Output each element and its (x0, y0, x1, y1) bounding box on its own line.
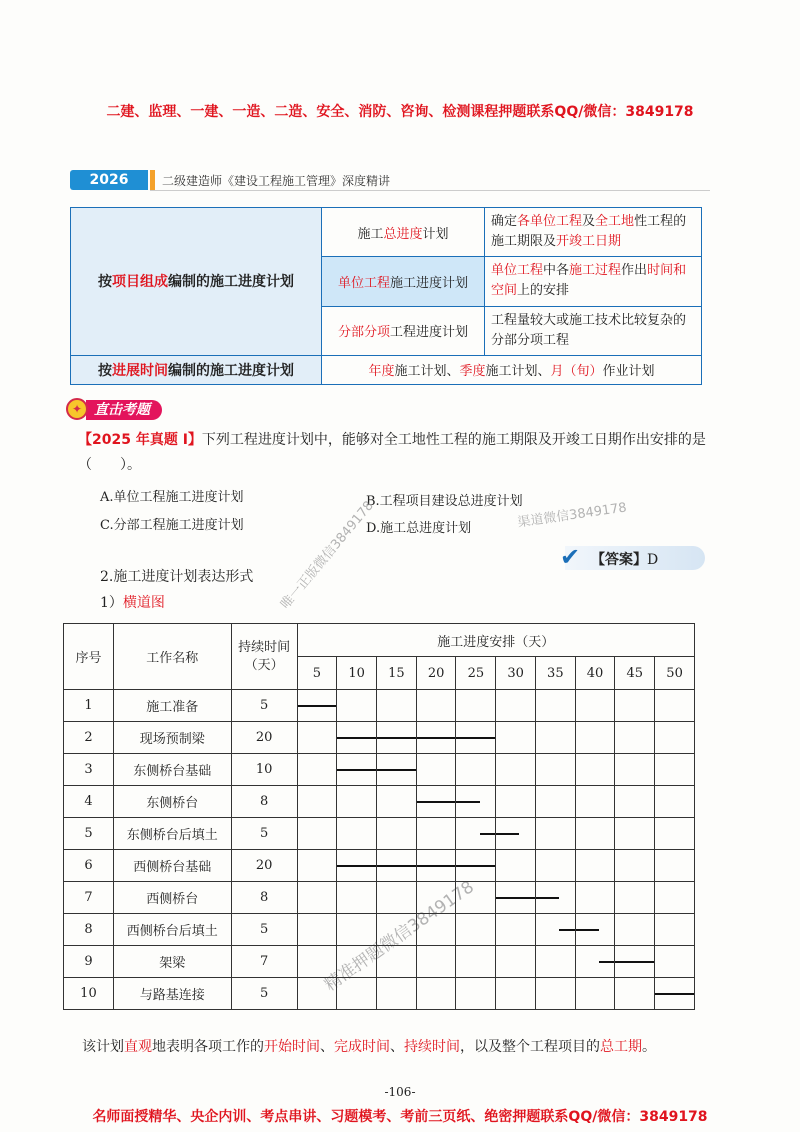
gantt-task-row (64, 946, 695, 978)
plan-name: 单位工程施工进度计划 (322, 257, 485, 306)
schedule-cell (337, 722, 377, 754)
schedule-cell (297, 946, 337, 978)
schedule-cell (655, 690, 695, 722)
task-header: 工作名称 (113, 624, 231, 690)
task-seq: 3 (64, 754, 114, 786)
schedule-cell (535, 850, 575, 882)
schedule-cell (377, 690, 417, 722)
plan-description: 确定各单位工程及全工地性工程的施工期限及开竣工日期 (485, 208, 702, 257)
schedule-cell (496, 690, 536, 722)
top-promo-banner: 二建、监理、一建、一造、二造、安全、消防、咨询、检测课程押题联系QQ/微信：3849178 (106, 104, 694, 120)
schedule-cell (377, 786, 417, 818)
task-name: 架梁 (113, 946, 231, 978)
time-plan-list: 年度施工计划、季度施工计划、月（旬）作业计划 (322, 355, 702, 384)
schedule-cell (575, 690, 615, 722)
task-seq: 2 (64, 722, 114, 754)
schedule-cell (575, 850, 615, 882)
time-tick-label: 5 (297, 657, 337, 690)
task-duration: 20 (231, 850, 297, 882)
gantt-bar (536, 897, 559, 899)
year-tab: 2026 (70, 170, 148, 190)
conclusion-paragraph: 该计划直观地表明各项工作的开始时间、完成时间、持续时间，以及整个工程项目的总工期。 (82, 1039, 656, 1055)
page-number: -106- (384, 1085, 416, 1099)
task-seq: 4 (64, 786, 114, 818)
schedule-cell (377, 978, 417, 1010)
schedule-cell (456, 914, 496, 946)
gantt-bar (337, 769, 376, 771)
time-tick-label: 35 (535, 657, 575, 690)
task-seq: 1 (64, 690, 114, 722)
schedule-cell (456, 978, 496, 1010)
watermark: 精准押题微信3849178 (320, 877, 478, 996)
schedule-cell (615, 914, 655, 946)
task-duration: 5 (231, 690, 297, 722)
schedule-cell (535, 786, 575, 818)
schedule-cell (377, 818, 417, 850)
gantt-task-row (64, 850, 695, 882)
task-duration: 8 (231, 882, 297, 914)
schedule-cell (456, 818, 496, 850)
gantt-chart-table (63, 623, 695, 1010)
schedule-cell (377, 722, 417, 754)
schedule-cell (297, 914, 337, 946)
schedule-cell (615, 882, 655, 914)
gantt-header-row (64, 624, 695, 657)
task-duration: 7 (231, 946, 297, 978)
gantt-task-row (64, 882, 695, 914)
time-tick-label: 25 (456, 657, 496, 690)
exam-question (78, 428, 718, 477)
schedule-cell (377, 754, 417, 786)
schedule-cell (456, 946, 496, 978)
schedule-cell (615, 850, 655, 882)
time-tick-label: 50 (655, 657, 695, 690)
schedule-cell (377, 850, 417, 882)
schedule-cell (615, 786, 655, 818)
task-seq: 10 (64, 978, 114, 1010)
schedule-cell (496, 786, 536, 818)
schedule-cell (337, 914, 377, 946)
plan-name: 分部分项工程进度计划 (322, 306, 485, 355)
schedule-cell (337, 850, 377, 882)
gantt-bar (496, 897, 535, 899)
schedule-cell (297, 786, 337, 818)
schedule-cell (535, 722, 575, 754)
schedule-cell (575, 914, 615, 946)
time-tick-label: 20 (416, 657, 456, 690)
gantt-bar (377, 737, 416, 739)
gantt-bar (496, 833, 519, 835)
schedule-cell (655, 786, 695, 818)
schedule-cell (655, 914, 695, 946)
gantt-bar (417, 737, 456, 739)
category-by-composition: 按项目组成编制的施工进度计划 (71, 208, 322, 356)
schedule-cell (615, 978, 655, 1010)
schedule-cell (456, 690, 496, 722)
schedule-cell (615, 690, 655, 722)
section-title: 2.施工进度计划表达形式 (100, 569, 254, 585)
gantt-bar (456, 801, 479, 803)
schedule-cell (496, 722, 536, 754)
gantt-bar (599, 961, 614, 963)
schedule-cell (456, 850, 496, 882)
task-duration: 5 (231, 978, 297, 1010)
gantt-task-row (64, 818, 695, 850)
task-duration: 10 (231, 754, 297, 786)
schedule-cell (377, 946, 417, 978)
schedule-cell (496, 754, 536, 786)
schedule-cell (416, 690, 456, 722)
schedule-cell (337, 818, 377, 850)
task-duration: 8 (231, 786, 297, 818)
page-header (70, 170, 710, 192)
plan-name: 施工总进度计划 (322, 208, 485, 257)
schedule-cell (416, 946, 456, 978)
check-icon: ✔ (560, 543, 581, 571)
schedule-cell (416, 914, 456, 946)
header-divider (150, 190, 710, 191)
header-accent-bar (150, 170, 155, 190)
schedule-cell (416, 882, 456, 914)
schedule-cell (337, 946, 377, 978)
schedule-cell (655, 946, 695, 978)
schedule-cell (655, 978, 695, 1010)
badge-label: 直击考题 (86, 400, 162, 420)
schedule-cell (655, 882, 695, 914)
schedule-cell (575, 946, 615, 978)
schedule-cell (456, 786, 496, 818)
plan-description: 单位工程中各施工过程作出时间和空间上的安排 (485, 257, 702, 306)
schedule-cell (615, 946, 655, 978)
time-tick-label: 30 (496, 657, 536, 690)
gantt-bar (337, 737, 376, 739)
question-tag: 【2025 年真题 I】 (78, 432, 202, 448)
watermark: 渠道微信3849178 (516, 500, 628, 531)
task-duration: 5 (231, 914, 297, 946)
schedule-cell (575, 722, 615, 754)
schedule-cell (615, 722, 655, 754)
schedule-cell (337, 690, 377, 722)
seq-header: 序号 (64, 624, 114, 690)
duration-header: 持续时间（天） (231, 624, 297, 690)
option-a: A.单位工程施工进度计划 (100, 490, 244, 505)
gantt-task-row (64, 786, 695, 818)
schedule-cell (496, 914, 536, 946)
schedule-cell (615, 754, 655, 786)
schedule-cell (337, 882, 377, 914)
table-row (71, 355, 702, 384)
schedule-cell (456, 882, 496, 914)
schedule-cell (297, 978, 337, 1010)
schedule-header: 施工进度安排（天） (297, 624, 694, 657)
schedule-cell (535, 914, 575, 946)
watermark: 唯一正版微信3849178 (278, 498, 377, 613)
gantt-bar (576, 929, 599, 931)
schedule-cell (496, 978, 536, 1010)
schedule-cell (535, 754, 575, 786)
schedule-cell (297, 722, 337, 754)
schedule-cell (655, 818, 695, 850)
answer-value: D (647, 552, 659, 568)
gantt-bar (377, 865, 416, 867)
schedule-cell (535, 946, 575, 978)
task-seq: 6 (64, 850, 114, 882)
schedule-cell (575, 882, 615, 914)
schedule-cell (496, 882, 536, 914)
book-title: 二级建造师《建设工程施工管理》深度精讲 (162, 174, 391, 188)
gantt-bar (377, 769, 416, 771)
time-tick-label: 45 (615, 657, 655, 690)
task-seq: 5 (64, 818, 114, 850)
gantt-task-row (64, 978, 695, 1010)
schedule-cell (655, 722, 695, 754)
schedule-cell (615, 818, 655, 850)
schedule-cell (496, 946, 536, 978)
task-name: 现场预制梁 (113, 722, 231, 754)
gantt-bar (417, 865, 456, 867)
task-duration: 5 (231, 818, 297, 850)
gantt-bar (456, 865, 495, 867)
schedule-cell (377, 882, 417, 914)
schedule-cell (416, 722, 456, 754)
option-b: B.工程项目建设总进度计划 (366, 494, 523, 509)
option-d: D.施工总进度计划 (366, 521, 472, 536)
schedule-cell (297, 690, 337, 722)
task-name: 西侧桥台基础 (113, 850, 231, 882)
gantt-bar (615, 961, 654, 963)
task-seq: 9 (64, 946, 114, 978)
task-name: 东侧桥台后填土 (113, 818, 231, 850)
gantt-task-row (64, 722, 695, 754)
schedule-cell (496, 850, 536, 882)
task-name: 西侧桥台 (113, 882, 231, 914)
schedule-cell (337, 978, 377, 1010)
schedule-cell (655, 850, 695, 882)
task-duration: 20 (231, 722, 297, 754)
category-by-time: 按进展时间编制的施工进度计划 (71, 355, 322, 384)
gantt-bar (655, 993, 694, 995)
gantt-bar (337, 865, 376, 867)
schedule-cell (535, 978, 575, 1010)
schedule-cell (297, 882, 337, 914)
option-c: C.分部工程施工进度计划 (100, 518, 244, 533)
schedule-cell (416, 978, 456, 1010)
time-tick-label: 15 (377, 657, 417, 690)
exam-section-badge (66, 398, 216, 422)
gantt-bar (456, 737, 495, 739)
schedule-cell (416, 850, 456, 882)
time-tick-label: 10 (337, 657, 377, 690)
gantt-task-row (64, 690, 695, 722)
subsection-title: 1）横道图 (100, 595, 165, 611)
gantt-bar (298, 705, 337, 707)
task-name: 东侧桥台基础 (113, 754, 231, 786)
schedule-cell (297, 818, 337, 850)
time-tick-label: 40 (575, 657, 615, 690)
schedule-cell (456, 722, 496, 754)
schedule-cell (575, 978, 615, 1010)
plan-classification-table (70, 207, 702, 385)
schedule-cell (337, 754, 377, 786)
schedule-cell (535, 882, 575, 914)
schedule-cell (416, 786, 456, 818)
lightbulb-icon: ✦ (66, 398, 88, 420)
schedule-cell (456, 754, 496, 786)
task-name: 东侧桥台 (113, 786, 231, 818)
schedule-cell (575, 818, 615, 850)
schedule-cell (416, 754, 456, 786)
gantt-bar (559, 929, 574, 931)
schedule-cell (496, 818, 536, 850)
schedule-cell (575, 786, 615, 818)
plan-description: 工程量较大或施工技术比较复杂的分部分项工程 (485, 306, 702, 355)
gantt-bar (417, 801, 456, 803)
task-name: 施工准备 (113, 690, 231, 722)
schedule-cell (416, 818, 456, 850)
schedule-cell (575, 754, 615, 786)
task-name: 与路基连接 (113, 978, 231, 1010)
task-seq: 7 (64, 882, 114, 914)
gantt-bar (480, 833, 495, 835)
bottom-promo-banner: 名师面授精华、央企内训、考点串讲、习题模考、考前三页纸、绝密押题联系QQ/微信：3849178 (92, 1109, 708, 1125)
answer-box: ✔ 【答案】D (565, 546, 705, 570)
gantt-task-row (64, 914, 695, 946)
schedule-cell (535, 690, 575, 722)
schedule-cell (297, 754, 337, 786)
task-seq: 8 (64, 914, 114, 946)
gantt-task-row (64, 754, 695, 786)
schedule-cell (535, 818, 575, 850)
table-row (71, 208, 702, 257)
schedule-cell (297, 850, 337, 882)
question-text: 下列工程进度计划中，能够对全工地性工程的施工期限及开竣工日期作出安排的是（ ）。 (78, 432, 706, 473)
schedule-cell (655, 754, 695, 786)
schedule-cell (377, 914, 417, 946)
task-name: 西侧桥台后填土 (113, 914, 231, 946)
schedule-cell (337, 786, 377, 818)
